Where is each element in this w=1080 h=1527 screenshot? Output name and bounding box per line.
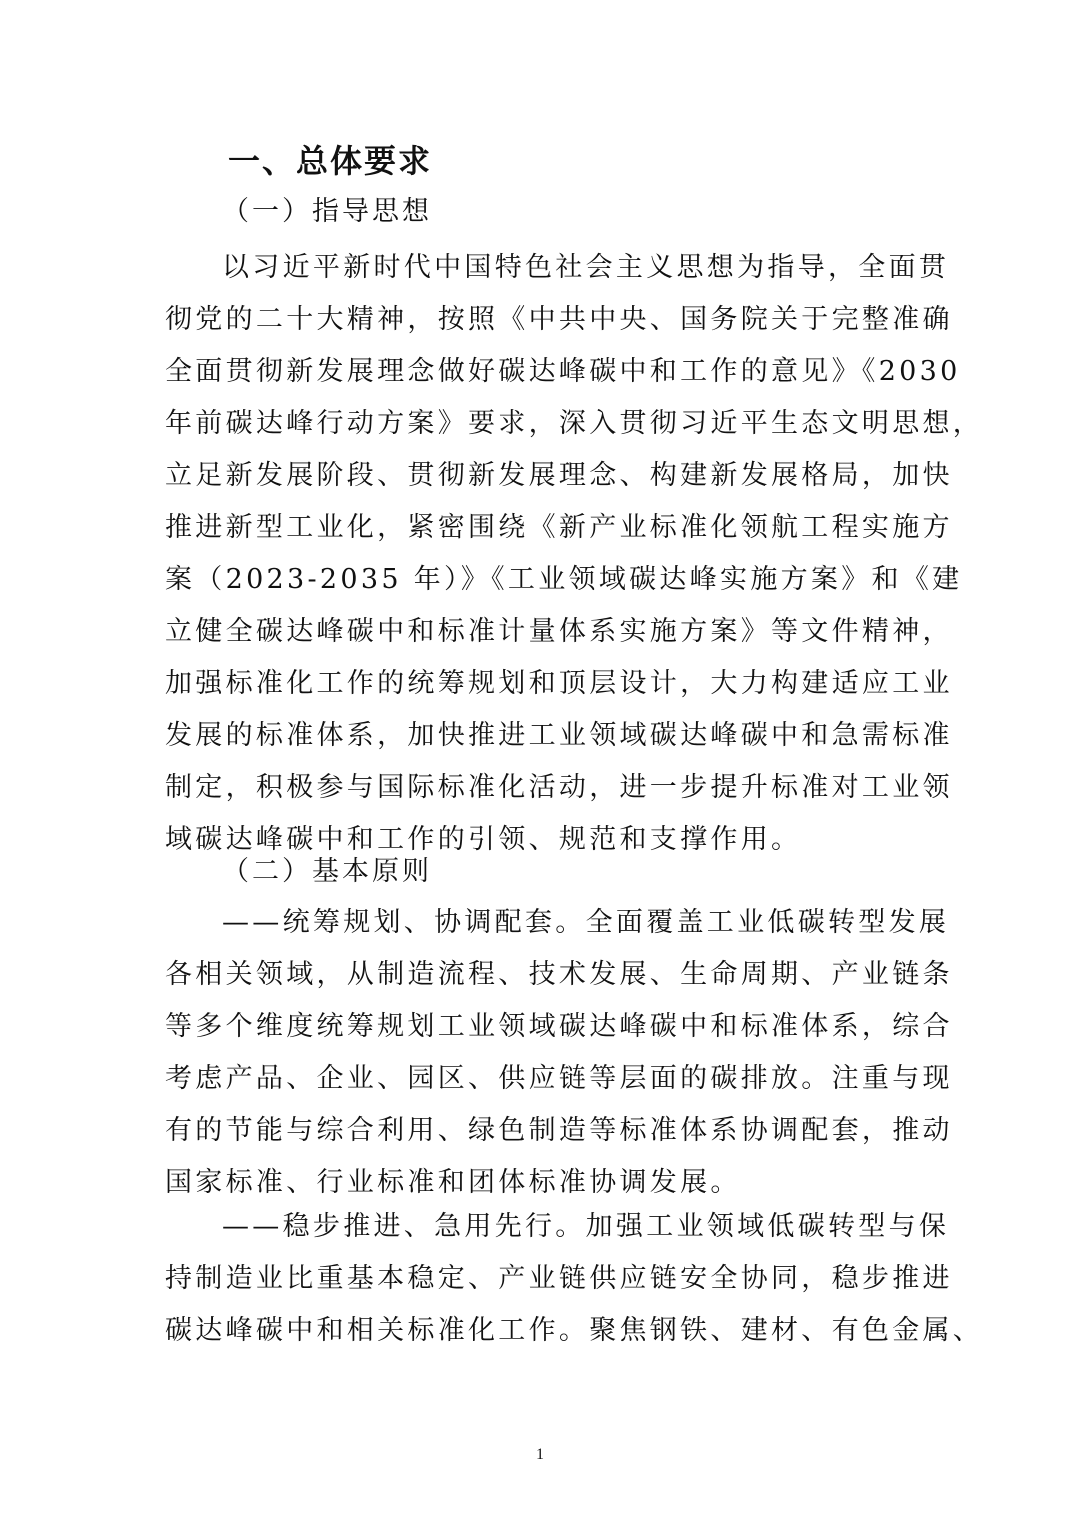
text-line: 全面贯彻新发展理念做好碳达峰碳中和工作的意见》《2030 bbox=[165, 356, 961, 387]
text-line: 加强标准化工作的统筹规划和顶层设计，大力构建适应工业 bbox=[165, 668, 953, 699]
text-line: 域碳达峰碳中和工作的引领、规范和支撑作用。 bbox=[165, 824, 802, 855]
text-line: 持制造业比重基本稳定、产业链供应链安全协同，稳步推进 bbox=[165, 1263, 953, 1294]
text-line: 有的节能与综合利用、绿色制造等标准体系协调配套，推动 bbox=[165, 1115, 953, 1146]
text-line: 国家标准、行业标准和团体标准协调发展。 bbox=[165, 1167, 741, 1198]
text-line: 案（2023-2035 年）》《工业领域碳达峰实施方案》和《建 bbox=[165, 564, 963, 595]
text-line: ——统筹规划、协调配套。全面覆盖工业低碳转型发展 bbox=[222, 907, 950, 938]
text-line: 年前碳达峰行动方案》要求，深入贯彻习近平生态文明思想， bbox=[165, 408, 984, 439]
page-number: 1 bbox=[536, 1446, 544, 1463]
text-line: 碳达峰碳中和相关标准化工作。聚焦钢铁、建材、有色金属、 bbox=[165, 1315, 984, 1346]
text-line: 立健全碳达峰碳中和标准计量体系实施方案》等文件精神， bbox=[165, 616, 953, 647]
text-line: 各相关领域，从制造流程、技术发展、生命周期、产业链条 bbox=[165, 959, 953, 990]
chapter-heading: 一、总体要求 bbox=[228, 142, 433, 180]
text-line: 立足新发展阶段、贯彻新发展理念、构建新发展格局，加快 bbox=[165, 460, 953, 491]
text-line: 等多个维度统筹规划工业领域碳达峰碳中和标准体系，综合 bbox=[165, 1011, 953, 1042]
text-line: 彻党的二十大精神，按照《中共中央、国务院关于完整准确 bbox=[165, 304, 953, 335]
text-line: ——稳步推进、急用先行。加强工业领域低碳转型与保 bbox=[222, 1211, 950, 1242]
section-title-guiding-ideology: （一）指导思想 bbox=[222, 196, 432, 227]
text-line: 发展的标准体系，加快推进工业领域碳达峰碳中和急需标准 bbox=[165, 720, 953, 751]
text-line: 推进新型工业化，紧密围绕《新产业标准化领航工程实施方 bbox=[165, 512, 953, 543]
section-title-basic-principles: （二）基本原则 bbox=[222, 856, 432, 887]
text-line: 制定，积极参与国际标准化活动，进一步提升标准对工业领 bbox=[165, 772, 953, 803]
text-line: 考虑产品、企业、园区、供应链等层面的碳排放。注重与现 bbox=[165, 1063, 953, 1094]
text-line: 以习近平新时代中国特色社会主义思想为指导，全面贯 bbox=[222, 252, 950, 283]
